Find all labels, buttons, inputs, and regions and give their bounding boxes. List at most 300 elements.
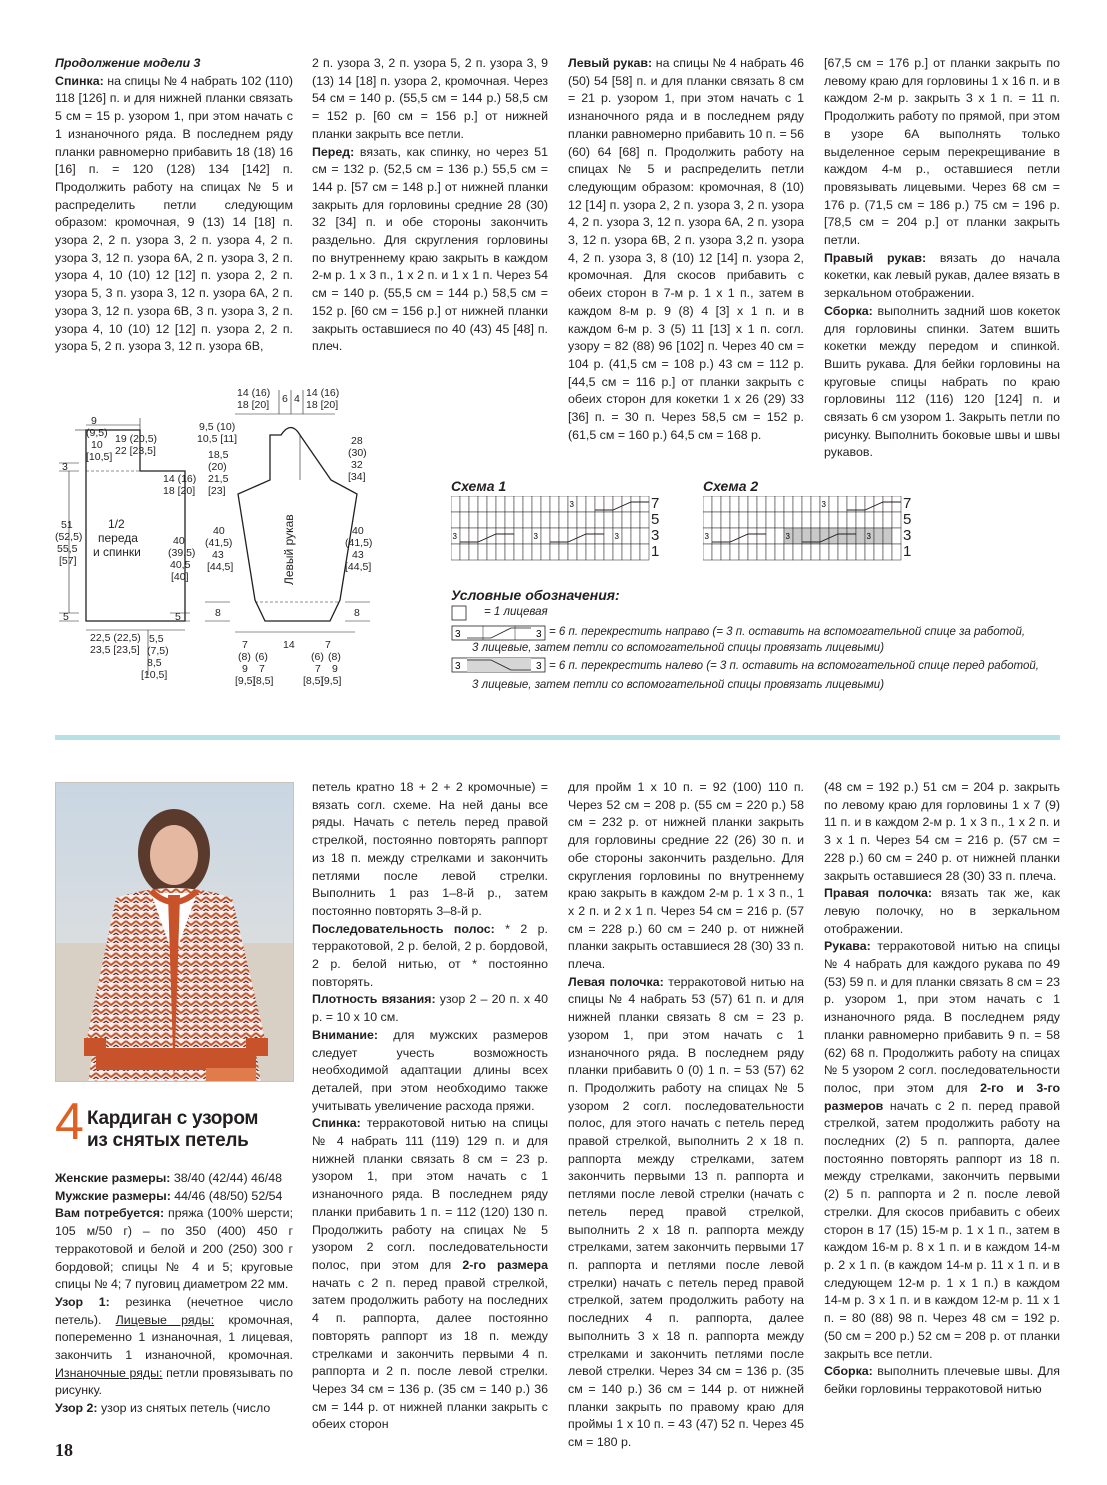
top-14-l: 14 (16) bbox=[237, 387, 271, 399]
back-text-cont: 2 п. узора 3, 2 п. узора 5, 2 п. узора 3, 9 (13) 14 [18] п. узора 2, кромочная. Через 54 см = 140 р. (55,5 см = 144 р.) 58,5 см = 152 р. [60 см = 156 р.] от нижней планки закрыть все петли. bbox=[312, 56, 548, 141]
dim-10-5-11: 10,5 [11] bbox=[197, 433, 238, 445]
dim-40: 40 bbox=[173, 535, 185, 547]
text-column-b3 bbox=[568, 779, 804, 1452]
left-front-label: Левая полочка: bbox=[568, 974, 664, 989]
body-label-3: и спинки bbox=[93, 545, 141, 559]
row-5: 5 bbox=[903, 511, 912, 528]
stripe-sequence-label: Последовательность полос: bbox=[312, 921, 495, 936]
chart-cell bbox=[460, 544, 469, 560]
chart-cell bbox=[847, 528, 856, 544]
right-front-label: Правая полочка: bbox=[824, 886, 933, 901]
bot-6-l: (6) bbox=[255, 651, 268, 663]
dim-51: 51 bbox=[61, 519, 73, 531]
dim-8-5: 8,5 bbox=[147, 657, 162, 669]
chart-cell bbox=[784, 512, 793, 528]
chart-cell bbox=[505, 544, 514, 560]
chart-cell bbox=[730, 512, 739, 528]
dim-5b: 5 bbox=[175, 611, 181, 623]
chart-cell bbox=[487, 496, 496, 512]
chart-cell bbox=[496, 496, 505, 512]
text-column-b4 bbox=[824, 779, 1060, 1399]
bot-7-r2: 7 bbox=[315, 663, 321, 675]
bot-7-l2: 7 bbox=[259, 663, 265, 675]
chart-cell bbox=[622, 544, 631, 560]
chart-cell bbox=[559, 544, 568, 560]
dim-sr-40: 40 bbox=[352, 525, 364, 537]
row-7: 7 bbox=[651, 495, 660, 512]
dim-sl-41-5: (41,5) bbox=[205, 537, 233, 549]
chart-cell bbox=[802, 496, 811, 512]
chart-cell bbox=[883, 528, 892, 544]
chart-cell bbox=[892, 496, 901, 512]
dim-9-5: (9,5) bbox=[86, 427, 108, 439]
chart-cell bbox=[721, 544, 730, 560]
model-number: 4 bbox=[55, 1093, 84, 1151]
materials: пряжа (100% шерсти; 105 м/50 г) – по 350 (400) 450 г терракотовой и белой и 200 (250) 300 г бордовой; спицы № 4 и 5; круговые спицы № 4; 7 пуговиц диаметром 22 мм. bbox=[55, 1206, 294, 1292]
chart-cell bbox=[703, 512, 712, 528]
left-sleeve-text-cont: [67,5 см = 176 р.] от планки закрыть по левому краю для горловины 1 х 16 п. и в каждом 2-м р. закрыть 3 х 1 п. = 11 п. Продолжить работу по прямой, при этом в узоре 6A выполнять только выделенное серым перекрещивание в каждом 4-м р., оставшиеся петли провязывать лицевыми. Через 68 см = 176 р. (71,5 см = 186 р.) 75 см = 196 р. [78,5 см = 204 р.] от планки закрыть петли. bbox=[824, 56, 1060, 248]
dim-5-5: 5,5 bbox=[149, 633, 164, 645]
left-front-text: терракотовой нитью на спицы № 4 набрать 53 (57) 61 п. и для нижней планки связать 8 см = 23 р. узором 1, при этом начать с 1 изнаночного ряда. В последнем ряду планки прибавить 0 (0) 1 п. = 53 (57) 62 п. Продолжить работу на спицах № 5 узором 2 согл. последовательности полос, для этого начать с петель перед правой стрелкой, выполнить 2 х 18 п. раппорта между стрелками, затем закончить первыми 13 п. раппорта и петлями после левой стрелки (начать с петель перед правой стрелкой, выполнить 2 х 18 п. раппорта между стрелками, затем закончить первыми 17 п. раппорта и петлями после левой стрелки) начать с петель перед правой стрелкой, затем продолжить работу на последних 4 п. раппорта, далее выполнить 3 х 18 п. раппорта между стрелками и закончить петлями после левой стрелки. Через 34 см = 136 р. (35 см = 140 р.) 36 см = 144 р. от нижней планки закрыть по правому краю для проймы 1 х 10 п. = 43 (47) 52 п. Через 45 см = 180 р. bbox=[568, 974, 804, 1450]
pattern-schematic bbox=[55, 380, 395, 690]
chart-cell bbox=[640, 544, 649, 560]
svg-text:3: 3 bbox=[536, 661, 542, 672]
legend-title: Условные обозначения: bbox=[451, 587, 620, 603]
chart-cell bbox=[505, 528, 514, 544]
bot-6-r: (6) bbox=[311, 651, 324, 663]
assembly-text-b: выполнить плечевые швы. Для бейки горловины терракотовой нитью bbox=[824, 1364, 1060, 1396]
materials-column bbox=[55, 1170, 293, 1418]
chart-cell bbox=[451, 496, 460, 512]
right-rows-text: кромочная, попеременно 1 изнаночная, 1 лицевая, закончить 1 изнаночной, кромочная. bbox=[55, 1312, 293, 1363]
chart-cell bbox=[622, 512, 631, 528]
chart-cell bbox=[568, 544, 577, 560]
chart-cell bbox=[748, 496, 757, 512]
chart-cell bbox=[748, 512, 757, 528]
chart-cell bbox=[820, 544, 829, 560]
dim-7-5: (7,5) bbox=[147, 645, 169, 657]
chart-cell bbox=[730, 496, 739, 512]
chart-cell bbox=[550, 496, 559, 512]
chart-cell bbox=[838, 512, 847, 528]
row-1: 1 bbox=[903, 543, 912, 560]
dim-23-5: 23,5 [23,5] bbox=[90, 644, 140, 656]
chart-cell bbox=[505, 512, 514, 528]
chart-cell bbox=[460, 496, 469, 512]
dim-32: 32 bbox=[351, 459, 363, 471]
continuation-title: Продолжение модели 3 bbox=[55, 56, 201, 70]
chart-cell bbox=[586, 544, 595, 560]
chart-cell bbox=[766, 544, 775, 560]
body-label-1: 1/2 bbox=[108, 517, 125, 531]
materials-label: Вам потребуется: bbox=[55, 1206, 165, 1221]
chart-cell bbox=[829, 512, 838, 528]
chart-cell bbox=[874, 544, 883, 560]
chart-cell bbox=[784, 496, 793, 512]
chart-cell bbox=[469, 512, 478, 528]
pattern-1-text: резинка (нечетное число петель). bbox=[55, 1294, 293, 1327]
dim-52-5: (52,5) bbox=[55, 531, 83, 543]
legend-cross-left-1: = 6 п. перекрестить налево (= 3 п. оставить на вспомогательной спице перед работой, bbox=[549, 660, 1039, 672]
dim-sr-44-5: [44,5] bbox=[345, 561, 372, 573]
chart-cell bbox=[811, 512, 820, 528]
chart-cell bbox=[523, 496, 532, 512]
bot-8-r: (8) bbox=[328, 651, 341, 663]
chart-cell bbox=[829, 496, 838, 512]
bot-8-5-l: [8,5] bbox=[253, 675, 274, 687]
dim-30: (30) bbox=[348, 447, 367, 459]
right-rows-label: Лицевые ряды: bbox=[115, 1312, 215, 1327]
chart-cell bbox=[712, 512, 721, 528]
chart-cell bbox=[775, 496, 784, 512]
right-sleeve-text: вязать до начала кокетки, как левый рукав, далее вязать в зеркальном отображении. bbox=[824, 250, 1060, 301]
attention-label: Внимание: bbox=[312, 1027, 379, 1042]
chart-cell bbox=[577, 496, 586, 512]
chart-cell-label: 3 bbox=[452, 532, 457, 541]
legend-cross-right-2: 3 лицевые, затем петли со вспомогательной спицы провязать лицевыми) bbox=[472, 642, 885, 654]
stripe-sequence-text: * 2 р. терракотовой, 2 р. белой, 2 р. бордовой, 2 р. белой нитью, от * постоянно повторять. bbox=[312, 921, 548, 989]
back-heading: Спинка: bbox=[55, 73, 104, 88]
bot-7-r: 7 bbox=[325, 639, 331, 651]
chart-cell bbox=[892, 544, 901, 560]
bot-7-l: 7 bbox=[242, 639, 248, 651]
chart-cell bbox=[469, 544, 478, 560]
sleeve-outline bbox=[238, 428, 357, 622]
sleeve-label: Левый рукав bbox=[282, 514, 296, 585]
bot-8-l: (8) bbox=[238, 651, 251, 663]
row-7: 7 bbox=[903, 495, 912, 512]
row-1: 1 bbox=[651, 543, 660, 560]
chart-cell bbox=[820, 512, 829, 528]
text-column-4 bbox=[824, 55, 1060, 462]
bot-9-l: 9 bbox=[242, 663, 248, 675]
svg-text:3: 3 bbox=[455, 629, 461, 640]
bot-9-5-l: [9,5] bbox=[235, 675, 256, 687]
dim-39-5: (39,5) bbox=[168, 547, 196, 559]
back-label: Спинка: bbox=[312, 1116, 361, 1131]
dim-55-5: 55,5 bbox=[57, 543, 78, 555]
svg-text:3: 3 bbox=[455, 661, 461, 672]
chart-cell bbox=[586, 512, 595, 528]
men-sizes-label: Мужские размеры: bbox=[55, 1188, 171, 1203]
dim-sl-44-5: [44,5] bbox=[207, 561, 234, 573]
assembly-text: выполнить задний шов кокеток для горловины спинки. Затем вшить кокетки между передом и спинкой. Вшить рукава. Для бейки горловины на круговые спицы набрать по краю горловины 112 (116) 120 [124] п. и связать 6 см узором 1. Закрыть петли по рисунку. Выполнить боковые швы и швы рукавов. bbox=[824, 303, 1060, 460]
chart-cell bbox=[838, 544, 847, 560]
chart-cell bbox=[793, 496, 802, 512]
left-front-text-cont: (48 см = 192 р.) 51 см = 204 р. закрыть по левому краю для горловины 1 х 7 (9) 11 п. и в каждом 2-м р. 1 х 3 п., 1 х 2 п. и 3 х 1 п. Через 54 см = 216 р. (57 см = 228 р.) 60 см = 240 р. от нижней планки закрыть оставшиеся 28 (30) 33 п. плеча. bbox=[824, 780, 1060, 883]
front-text: вязать, как спинку, но через 51 см = 132 р. (52,5 см = 136 р.) 55,5 см = 144 р. [57 см = 148 р.] от нижней планки закрыть для горловины средние 28 (30) 32 [34] п. и обе стороны закончить раздельно. Для скругления горловины по внутреннему краю закрыть в каждом 2-м р. 1 х 3 п., 1 х 2 п. и 1 х 1 п. Через 54 см = 140 р. (55,5 см = 144 р.) 58,5 см = 152 р. [60 см = 156 р.] от нижней планки закрыть оставшиеся по 40 (43) 45 [48] п. плеч. bbox=[312, 144, 548, 354]
sleeves-label: Рукава: bbox=[824, 939, 871, 954]
chart-cell bbox=[577, 544, 586, 560]
chart-cell bbox=[568, 512, 577, 528]
dim-sl-40: 40 bbox=[213, 525, 225, 537]
gauge-text: узор 2 – 20 п. х 40 р. = 10 х 10 см. bbox=[312, 992, 548, 1025]
scheme-2-title: Схема 2 bbox=[703, 478, 759, 494]
chart-cell bbox=[532, 544, 541, 560]
back-text: на спицы № 4 набрать 102 (110) 118 [126] п. и для нижней планки связать 5 см = 15 р. узором 1, при этом начать с 1 изнаночного ряда. В последнем ряду планки равномерно прибавить 18 (18) 16 [16] п. = 120 (128) 134 [142] п. Продолжить работу на спицах № 5 и распределить петли следующим образом: кромочная, 9 (13) 14 [18] п. узора 2, 2 п. узора 3, 2 п. узора 4, 2 п. узора 3, 12 п. узора 6A, 2 п. узора 3, 2 п. узора 4, 10 (10) 12 [12] п. узора 2, 2 п. узора 5, 3 п. узора 3, 12 п. узора 6A, 2 п. узора 3, 12 п. узора 6B, 3 п. узора 3, 2 п. узора 4, 10 (10) 12 [12] п. узора 2, 2 п. узора 5, 2 п. узора 3, 12 п. узора 6B, bbox=[55, 73, 293, 354]
text-column-2 bbox=[312, 55, 548, 356]
chart-cell bbox=[532, 496, 541, 512]
chart-cell bbox=[496, 528, 505, 544]
chart-cell bbox=[712, 544, 721, 560]
chart-cell bbox=[775, 528, 784, 544]
chart-cell bbox=[514, 496, 523, 512]
chart-cell bbox=[631, 528, 640, 544]
dim-sl-8-r: 8 bbox=[354, 607, 360, 619]
dim-9: 9 bbox=[91, 415, 97, 427]
legend-knit: = 1 лицевая bbox=[484, 606, 548, 618]
chart-cell bbox=[451, 512, 460, 528]
chart-cell bbox=[829, 544, 838, 560]
women-sizes-label: Женские размеры: bbox=[55, 1171, 171, 1185]
model-name bbox=[87, 1108, 258, 1152]
dim-22: 22 [23,5] bbox=[115, 445, 156, 457]
dim-57: [57] bbox=[59, 555, 77, 567]
chart-cell bbox=[739, 544, 748, 560]
chart-cell bbox=[487, 544, 496, 560]
scheme-1-rows bbox=[651, 496, 659, 560]
chart-cell bbox=[487, 512, 496, 528]
dim-28: 28 bbox=[351, 435, 363, 447]
chart-cell bbox=[748, 528, 757, 544]
text-column-b2 bbox=[312, 779, 548, 1434]
text-column-1 bbox=[55, 55, 293, 356]
model-name-line-2: из снятых петель bbox=[87, 1130, 249, 1151]
chart-cell bbox=[640, 512, 649, 528]
top-4: 4 bbox=[294, 393, 300, 405]
chart-cell-label: 3 bbox=[704, 532, 709, 541]
chart-cell bbox=[550, 544, 559, 560]
scheme-1-title: Схема 1 bbox=[451, 478, 507, 494]
dim-34: [34] bbox=[348, 471, 366, 483]
chart-cell bbox=[586, 496, 595, 512]
chart-cell bbox=[712, 496, 721, 512]
chart-cell bbox=[595, 512, 604, 528]
chart-cell-label: 3 bbox=[533, 532, 538, 541]
pattern-2-text: узор из снятых петель (число bbox=[97, 1401, 271, 1416]
chart-cell bbox=[550, 512, 559, 528]
right-sleeve-heading: Правый рукав: bbox=[824, 250, 927, 265]
dim-3: 3 bbox=[62, 461, 68, 473]
chart-cell bbox=[514, 544, 523, 560]
chart-cell bbox=[739, 496, 748, 512]
chart-cell bbox=[469, 496, 478, 512]
model-name-line-1: Кардиган с узором bbox=[87, 1108, 259, 1129]
chart-cell bbox=[604, 544, 613, 560]
chart-cell bbox=[757, 528, 766, 544]
chart-cell bbox=[613, 512, 622, 528]
chart-cell bbox=[721, 496, 730, 512]
chart-cell bbox=[541, 496, 550, 512]
pattern-1-label: Узор 1: bbox=[55, 1294, 110, 1309]
chart-cell bbox=[478, 512, 487, 528]
chart-cell bbox=[730, 544, 739, 560]
chart-cell bbox=[874, 528, 883, 544]
chart-cell bbox=[541, 528, 550, 544]
chart-cell-label: 3 bbox=[866, 532, 871, 541]
chart-cell-label: 3 bbox=[569, 500, 574, 509]
chart-cell bbox=[595, 528, 604, 544]
chart-cell bbox=[793, 544, 802, 560]
back-text-b: терракотовой нитью на спицы № 4 набрать 111 (119) 129 п. и для нижней планки связать 8 см = 23 р. узором 1, при этом начать с 1 изнаночного ряда. В последнем ряду планки прибавить 1 п. = 112 (120) 130 п. Продолжить работу на спицах № 5 узором 2 согл. последовательности полос, при этом для bbox=[312, 1116, 548, 1272]
chart-cell bbox=[838, 528, 847, 544]
chart-cell bbox=[478, 544, 487, 560]
top-18-r: 18 [20] bbox=[306, 399, 339, 411]
dim-19: 19 (20,5) bbox=[115, 433, 158, 445]
dim-22-5: 22,5 (22,5) bbox=[90, 632, 141, 644]
bot-8-5-r: [8,5] bbox=[303, 675, 324, 687]
section-divider bbox=[55, 735, 1060, 740]
chart-cell bbox=[802, 512, 811, 528]
chart-cell bbox=[874, 512, 883, 528]
pattern-2-text-cont: петель кратно 18 + 2 + 2 кромочные) = вязать согл. схеме. На ней даны все ряды. Начать с петель перед правой стрелкой, постоянно повторять раппорт из 18 п. между стрелками и закончить петлями после левой стрелки. Выполнить 1 раз 1–8-й р., затем постоянно повторять 3–8-й р. bbox=[312, 780, 548, 918]
model-photo-illustration bbox=[56, 783, 294, 1082]
gauge-label: Плотность вязания: bbox=[312, 992, 436, 1007]
dim-10-5: [10,5] bbox=[86, 451, 113, 463]
chart-cell bbox=[766, 496, 775, 512]
dim-10-5b: [10,5] bbox=[141, 669, 168, 681]
dim-sr-41-5: (41,5) bbox=[345, 537, 373, 549]
attention-text: для мужских размеров следует учесть возможность необходимой адаптации длины всех деталей, при этом необходимо также учитывать увеличение расхода пряжи. bbox=[312, 1027, 548, 1113]
top-18-l: 18 [20] bbox=[237, 399, 270, 411]
top-6: 6 bbox=[282, 393, 288, 405]
chart-cell bbox=[496, 512, 505, 528]
chart-cell bbox=[604, 528, 613, 544]
dim-23: [23] bbox=[208, 485, 226, 497]
chart-cell bbox=[559, 512, 568, 528]
chart-cell bbox=[505, 496, 514, 512]
chart-cell bbox=[478, 496, 487, 512]
chart-cell bbox=[523, 544, 532, 560]
sleeves-text: терракотовой нитью на спицы № 4 набрать для каждого рукава по 49 (53) 59 п. и для планки связать 8 см = 23 р. узором 1, при этом начать с 1 изнаночного ряда. В последнем ряду планки равномерно прибавить 9 п. = 58 (62) 68 п. Продолжить работу на спицах № 5 узором 2 согл. последовательности полос, при этом для bbox=[824, 939, 1060, 1095]
chart-cell bbox=[514, 528, 523, 544]
chart-cell bbox=[847, 544, 856, 560]
chart-cell bbox=[784, 544, 793, 560]
chart-cell bbox=[514, 512, 523, 528]
chart-cell-label: 3 bbox=[785, 532, 790, 541]
chart-cell bbox=[775, 544, 784, 560]
right-front-text: вязать так же, как левую полочку, но в зеркальном отображении. bbox=[824, 886, 1060, 936]
chart-cell bbox=[613, 544, 622, 560]
chart-cell bbox=[892, 528, 901, 544]
top-14-r: 14 (16) bbox=[306, 387, 340, 399]
chart-cell bbox=[631, 512, 640, 528]
chart-cell bbox=[811, 544, 820, 560]
text-column-3 bbox=[568, 55, 804, 444]
dim-18-5: 18,5 bbox=[208, 449, 229, 461]
wrong-rows-label: Изнаночные ряды: bbox=[55, 1365, 163, 1380]
chart-cell bbox=[793, 512, 802, 528]
model-photo bbox=[55, 782, 294, 1082]
chart-cell bbox=[640, 496, 649, 512]
dim-21-5: 21,5 bbox=[208, 473, 229, 485]
chart-cell bbox=[802, 544, 811, 560]
chart-cell bbox=[586, 528, 595, 544]
page-number: 18 bbox=[55, 1440, 73, 1460]
pattern-2-label: Узор 2: bbox=[55, 1401, 98, 1416]
chart-cell bbox=[856, 528, 865, 544]
chart-cell bbox=[451, 544, 460, 560]
legend-cross-left-2: 3 лицевые, затем петли со вспомогательной спицы провязать лицевыми) bbox=[472, 679, 885, 691]
wrong-rows-text: петли провязывать по рисунку. bbox=[55, 1365, 293, 1398]
dim-sl-43: 43 bbox=[212, 549, 224, 561]
back-text-b-cont2: для пройм 1 х 10 п. = 92 (100) 110 п. Через 52 см = 208 р. (55 см = 220 р.) 58 см = 232 р. от нижней планки закрыть для горловины средние 22 (26) 30 п. и обе стороны закончить раздельно. Для скругления горловины по внутреннему краю закрыть в каждом 2-м р. 1 х 3 п., 1 х 2 п. и 2 х 1 п. Через 54 см = 216 р. (57 см = 228 р.) 60 см = 240 р. от нижней планки закрыть оставшиеся 28 (30) 33 п. плеча. bbox=[568, 780, 804, 972]
chart-cell bbox=[559, 496, 568, 512]
chart-cell bbox=[532, 512, 541, 528]
chart-cell bbox=[703, 544, 712, 560]
chart-cell bbox=[883, 544, 892, 560]
chart-cell bbox=[775, 512, 784, 528]
chart-cell bbox=[541, 544, 550, 560]
body-label-2: переда bbox=[98, 531, 138, 545]
chart-cell bbox=[595, 544, 604, 560]
chart-cell bbox=[865, 512, 874, 528]
dim-20: (20) bbox=[208, 461, 227, 473]
dim-18: 18 [20] bbox=[163, 485, 196, 497]
chart-cell bbox=[640, 528, 649, 544]
legend-cross-right-1: = 6 п. перекрестить направо (= 3 п. оставить на вспомогательной спице за работой, bbox=[549, 626, 1026, 638]
chart-cell bbox=[847, 512, 856, 528]
row-3: 3 bbox=[903, 527, 912, 544]
dim-sl-8-l: 8 bbox=[215, 607, 221, 619]
chart-cell bbox=[766, 528, 775, 544]
chart-cell bbox=[793, 528, 802, 544]
chart-cell bbox=[883, 512, 892, 528]
chart-cell bbox=[757, 544, 766, 560]
chart-cell bbox=[523, 512, 532, 528]
assembly-heading: Сборка: bbox=[824, 303, 873, 318]
dim-14: 14 (16) bbox=[163, 473, 197, 485]
chart-cell bbox=[883, 496, 892, 512]
chart-cell bbox=[703, 496, 712, 512]
svg-text:3: 3 bbox=[536, 629, 542, 640]
chart-cell bbox=[721, 512, 730, 528]
chart-cell bbox=[748, 544, 757, 560]
chart-cell bbox=[541, 512, 550, 528]
chart-cell bbox=[622, 528, 631, 544]
size-2-emphasis: 2-го размера bbox=[462, 1257, 548, 1272]
assembly-label-b: Сборка: bbox=[824, 1364, 873, 1379]
chart-cell bbox=[604, 512, 613, 528]
chart-cell bbox=[631, 544, 640, 560]
chart-cell bbox=[496, 544, 505, 560]
scheme-2-rows bbox=[903, 496, 911, 560]
chart-cell bbox=[811, 496, 820, 512]
men-sizes: 44/46 (48/50) 52/54 bbox=[170, 1188, 283, 1203]
chart-cell-label: 3 bbox=[821, 500, 826, 509]
left-sleeve-text: на спицы № 4 набрать 46 (50) 54 [58] п. и для планки связать 8 см = 21 р. узором 1, при этом начать с 1 изнаночного ряда и в последнем ряду планки равномерно прибавить 10 п. = 56 (60) 64 [68] п. Продолжить работу на спицах № 5 и распределить петли следующим образом: кромочная, 8 (10) 12 [14] п. узора 2, 2 п. узора 3, 2 п. узора 4, 2 п. узора 3, 12 п. узора 6A, 2 п. узора 3, 12 п. узора 6B, 2 п. узора 3,2 п. узора 4, 2 п. узора 3, 8 (10) 12 [14] п. узора 2, кромочная. Для скосов прибавить с обеих сторон в 7-м р. 1 х 1 п., затем в каждом 8-м р. 9 (8) 4 [3] х 1 п. и в каждом 6-м р. 3 (5) 11 [13] х 1 п. согл. узору = 82 (88) 96 [102] п. Через 40 см = 104 р. (41,5 см = 108 р.) 43 см = 112 р. [44,5 см = 116 р.] от планки закрыть с обеих сторон для кокетки 1 х 26 (29) 33 [36] п. = 30 п. Через 58,5 см = 152 р. (61,5 см = 160 р.) 64,5 см = 168 р. bbox=[568, 56, 804, 442]
dim-9-5-10: 9,5 (10) bbox=[199, 421, 236, 433]
bot-14: 14 bbox=[283, 639, 295, 651]
left-sleeve-heading: Левый рукав: bbox=[568, 56, 653, 70]
dim-sr-43: 43 bbox=[352, 549, 364, 561]
dim-5a: 5 bbox=[63, 611, 69, 623]
chart-cell bbox=[856, 512, 865, 528]
chart-cell bbox=[766, 512, 775, 528]
chart-cell bbox=[460, 512, 469, 528]
sleeves-text-cont: начать с 2 п. перед правой стрелкой, затем продолжить работу на последних (2) 5 п. раппорта, далее постоянно повторять раппорт из 18 п. между стрелками, закончить первыми (2) 5 п. раппорта и 2 п. после левой стрелки. Для скосов прибавить с обеих сторон в 17 (15) 15-м р. 1 х 1 п., затем в каждом 16-м р. 8 х 1 п. и в каждом 14-м р. 2 х 1 п. (в каждом 14-м р. 11 х 1 п. и в следующем 12-м р. 1 х 1 п.) в каждом 14-м р. 3 х 1 п. и в каждом 12-м р. 11 х 1 п. = 80 (88) 98 п. Через 48 см = 192 р. (50 см = 200 р.) 52 см = 208 р. от планки закрыть все петли. bbox=[824, 1098, 1060, 1361]
women-sizes: 38/40 (42/44) 46/48 bbox=[170, 1171, 283, 1185]
back-text-b-cont: начать с 2 п. перед правой стрелкой, затем продолжить работу на последних 4 п. раппорта, далее постоянно повторять раппорт из 18 п. между стрелками и закончить первыми 4 п. раппорта и 2 п. после левой стрелки. Через 34 см = 136 р. (35 см = 140 р.) 36 см = 144 р. от нижней планки закрыть с обеих сторон bbox=[312, 1275, 548, 1432]
dim-10: 10 bbox=[91, 439, 103, 451]
dim-40b: [40] bbox=[171, 571, 189, 583]
chart-cell bbox=[523, 528, 532, 544]
chart-cell-label: 3 bbox=[614, 532, 619, 541]
chart-cell bbox=[757, 496, 766, 512]
chart-cell bbox=[892, 512, 901, 528]
dim-40-5: 40,5 bbox=[170, 559, 191, 571]
bot-9-5-r: [9,5] bbox=[321, 675, 342, 687]
